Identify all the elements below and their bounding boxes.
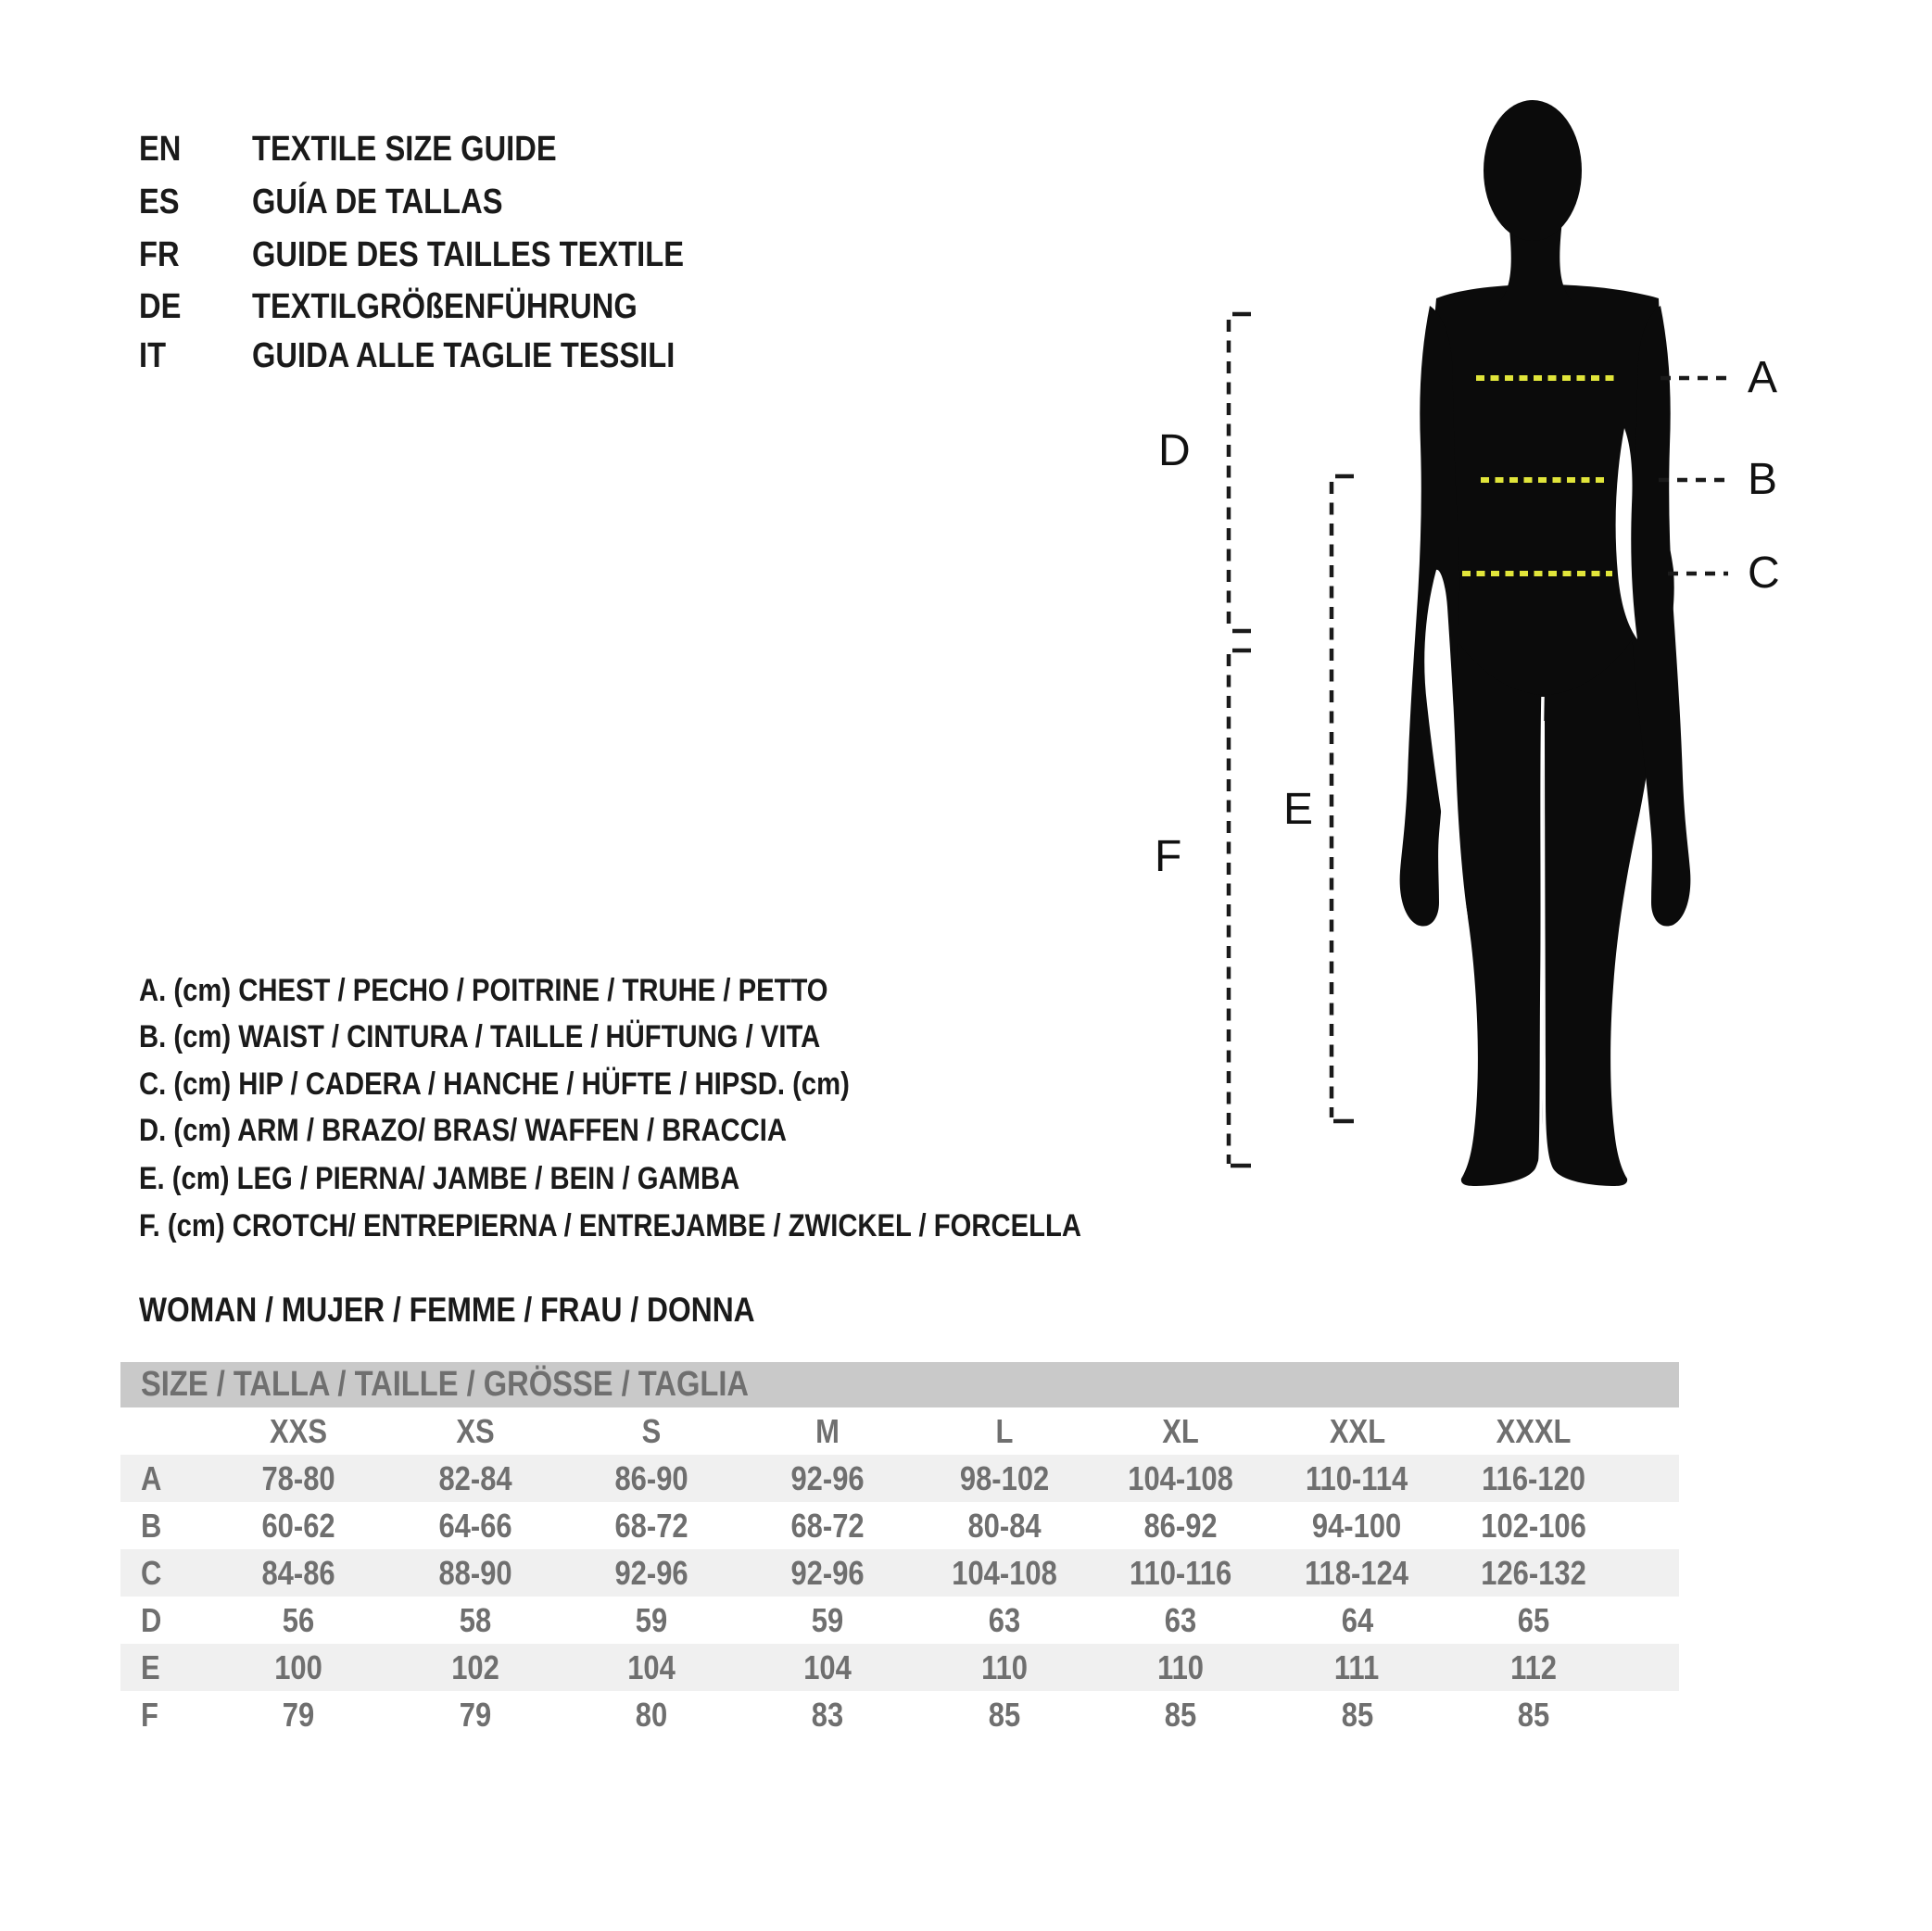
table-cell: 60-62: [261, 1506, 335, 1545]
language-code: ES: [139, 183, 180, 221]
table-cell: 110-116: [1130, 1553, 1232, 1592]
size-table: [120, 1362, 1679, 1738]
size-header: XXL: [1329, 1411, 1385, 1450]
table-cell: 118-124: [1305, 1553, 1409, 1592]
measure-label-waist: B: [1748, 455, 1778, 504]
table-cell: 104: [627, 1647, 676, 1686]
table-cell: 88-90: [437, 1553, 512, 1592]
size-table-title: SIZE / TALLA / TAILLE / GRÖSSE / TAGLIA: [141, 1365, 750, 1404]
legend-item-waist: B. (cm) WAIST / CINTURA / TAILLE / HÜFTUNG / VITA: [139, 1019, 821, 1054]
table-cell: 83: [812, 1695, 844, 1734]
table-cell: 80-84: [967, 1506, 1042, 1545]
table-cell: 110: [1157, 1647, 1205, 1686]
legend-item-chest: A. (cm) CHEST / PECHO / POITRINE / TRUHE / PETTO: [139, 973, 828, 1008]
size-table-title-band: [120, 1362, 1679, 1407]
table-cell: 79: [459, 1695, 491, 1734]
row-label: E: [141, 1647, 160, 1686]
table-cell: 126-132: [1481, 1553, 1586, 1592]
size-header: M: [815, 1411, 840, 1450]
table-cell: 92-96: [614, 1553, 688, 1592]
table-cell: 59: [635, 1600, 668, 1639]
row-label: B: [141, 1506, 162, 1545]
size-header: XS: [455, 1411, 495, 1450]
gender-heading: WOMAN / MUJER / FEMME / FRAU / DONNA: [139, 1291, 755, 1329]
table-cell: 58: [459, 1600, 491, 1639]
size-header-row: [120, 1407, 1679, 1455]
measure-label-leg: E: [1283, 785, 1314, 834]
table-cell: 56: [282, 1600, 315, 1639]
language-code: DE: [139, 287, 182, 326]
table-cell: 68-72: [790, 1506, 865, 1545]
table-cell: 110-114: [1306, 1458, 1408, 1497]
language-title: GUIDA ALLE TAGLIE TESSILI: [252, 336, 676, 375]
table-cell: 104-108: [951, 1553, 1057, 1592]
table-cell: 85: [1341, 1695, 1373, 1734]
table-cell: 100: [274, 1647, 323, 1686]
row-label: F: [141, 1695, 158, 1734]
table-cell: 116-120: [1481, 1458, 1585, 1497]
legend-item-leg: E. (cm) LEG / PIERNA/ JAMBE / BEIN / GAMBA: [139, 1161, 740, 1196]
table-cell: 82-84: [437, 1458, 512, 1497]
table-row-arm: [120, 1597, 1679, 1644]
table-cell: 65: [1517, 1600, 1550, 1639]
table-cell: 92-96: [790, 1458, 865, 1497]
table-cell: 80: [635, 1695, 668, 1734]
size-header: S: [641, 1411, 662, 1450]
size-header: XXXL: [1496, 1411, 1572, 1450]
table-cell: 104-108: [1128, 1458, 1233, 1497]
table-cell: 64-66: [437, 1506, 512, 1545]
row-label: C: [141, 1553, 162, 1592]
language-code: IT: [139, 336, 167, 375]
table-cell: 63: [1164, 1600, 1197, 1639]
row-label: D: [141, 1600, 162, 1639]
table-row-leg: [120, 1644, 1679, 1691]
language-code: FR: [139, 235, 180, 274]
table-cell: 85: [1164, 1695, 1197, 1734]
measurement-lines: [1112, 74, 1932, 1223]
table-cell: 85: [988, 1695, 1020, 1734]
table-cell: 64: [1341, 1600, 1373, 1639]
legend-item-crotch: F. (cm) CROTCH/ ENTREPIERNA / ENTREJAMBE / ZWICKEL / FORCELLA: [139, 1208, 1081, 1243]
size-header: XXS: [270, 1411, 328, 1450]
table-cell: 59: [812, 1600, 844, 1639]
table-cell: 94-100: [1312, 1506, 1402, 1545]
language-code: EN: [139, 130, 182, 169]
table-row-crotch: [120, 1691, 1679, 1738]
table-row-chest: [120, 1455, 1679, 1502]
language-title: GUÍA DE TALLAS: [252, 183, 503, 221]
measure-label-arm: D: [1158, 426, 1191, 475]
table-cell: 85: [1517, 1695, 1550, 1734]
measure-label-hip: C: [1748, 549, 1780, 598]
table-cell: 111: [1334, 1647, 1380, 1686]
measure-label-chest: A: [1748, 353, 1778, 402]
measure-label-crotch: F: [1155, 832, 1182, 881]
table-row-hip: [120, 1549, 1679, 1597]
table-row-waist: [120, 1502, 1679, 1549]
table-cell: 63: [988, 1600, 1020, 1639]
table-cell: 78-80: [261, 1458, 335, 1497]
table-cell: 102-106: [1481, 1506, 1586, 1545]
size-header: L: [995, 1411, 1014, 1450]
legend-item-hip: C. (cm) HIP / CADERA / HANCHE / HÜFTE / HIPSD. (cm): [139, 1066, 850, 1102]
table-cell: 112: [1509, 1647, 1557, 1686]
table-cell: 102: [450, 1647, 499, 1686]
table-cell: 84-86: [261, 1553, 335, 1592]
table-cell: 68-72: [614, 1506, 688, 1545]
table-cell: 98-102: [959, 1458, 1049, 1497]
table-cell: 110: [980, 1647, 1028, 1686]
table-cell: 86-90: [614, 1458, 688, 1497]
language-title: GUIDE DES TAILLES TEXTILE: [252, 235, 685, 274]
table-cell: 92-96: [790, 1553, 865, 1592]
language-title: TEXTILGRÖßENFÜHRUNG: [252, 287, 638, 326]
table-cell: 86-92: [1143, 1506, 1218, 1545]
size-header: XL: [1162, 1411, 1199, 1450]
table-cell: 79: [282, 1695, 315, 1734]
legend-item-arm: D. (cm) ARM / BRAZO/ BRAS/ WAFFEN / BRACCIA: [139, 1113, 788, 1148]
language-title: TEXTILE SIZE GUIDE: [252, 130, 557, 169]
row-label: A: [141, 1458, 162, 1497]
table-cell: 104: [803, 1647, 852, 1686]
